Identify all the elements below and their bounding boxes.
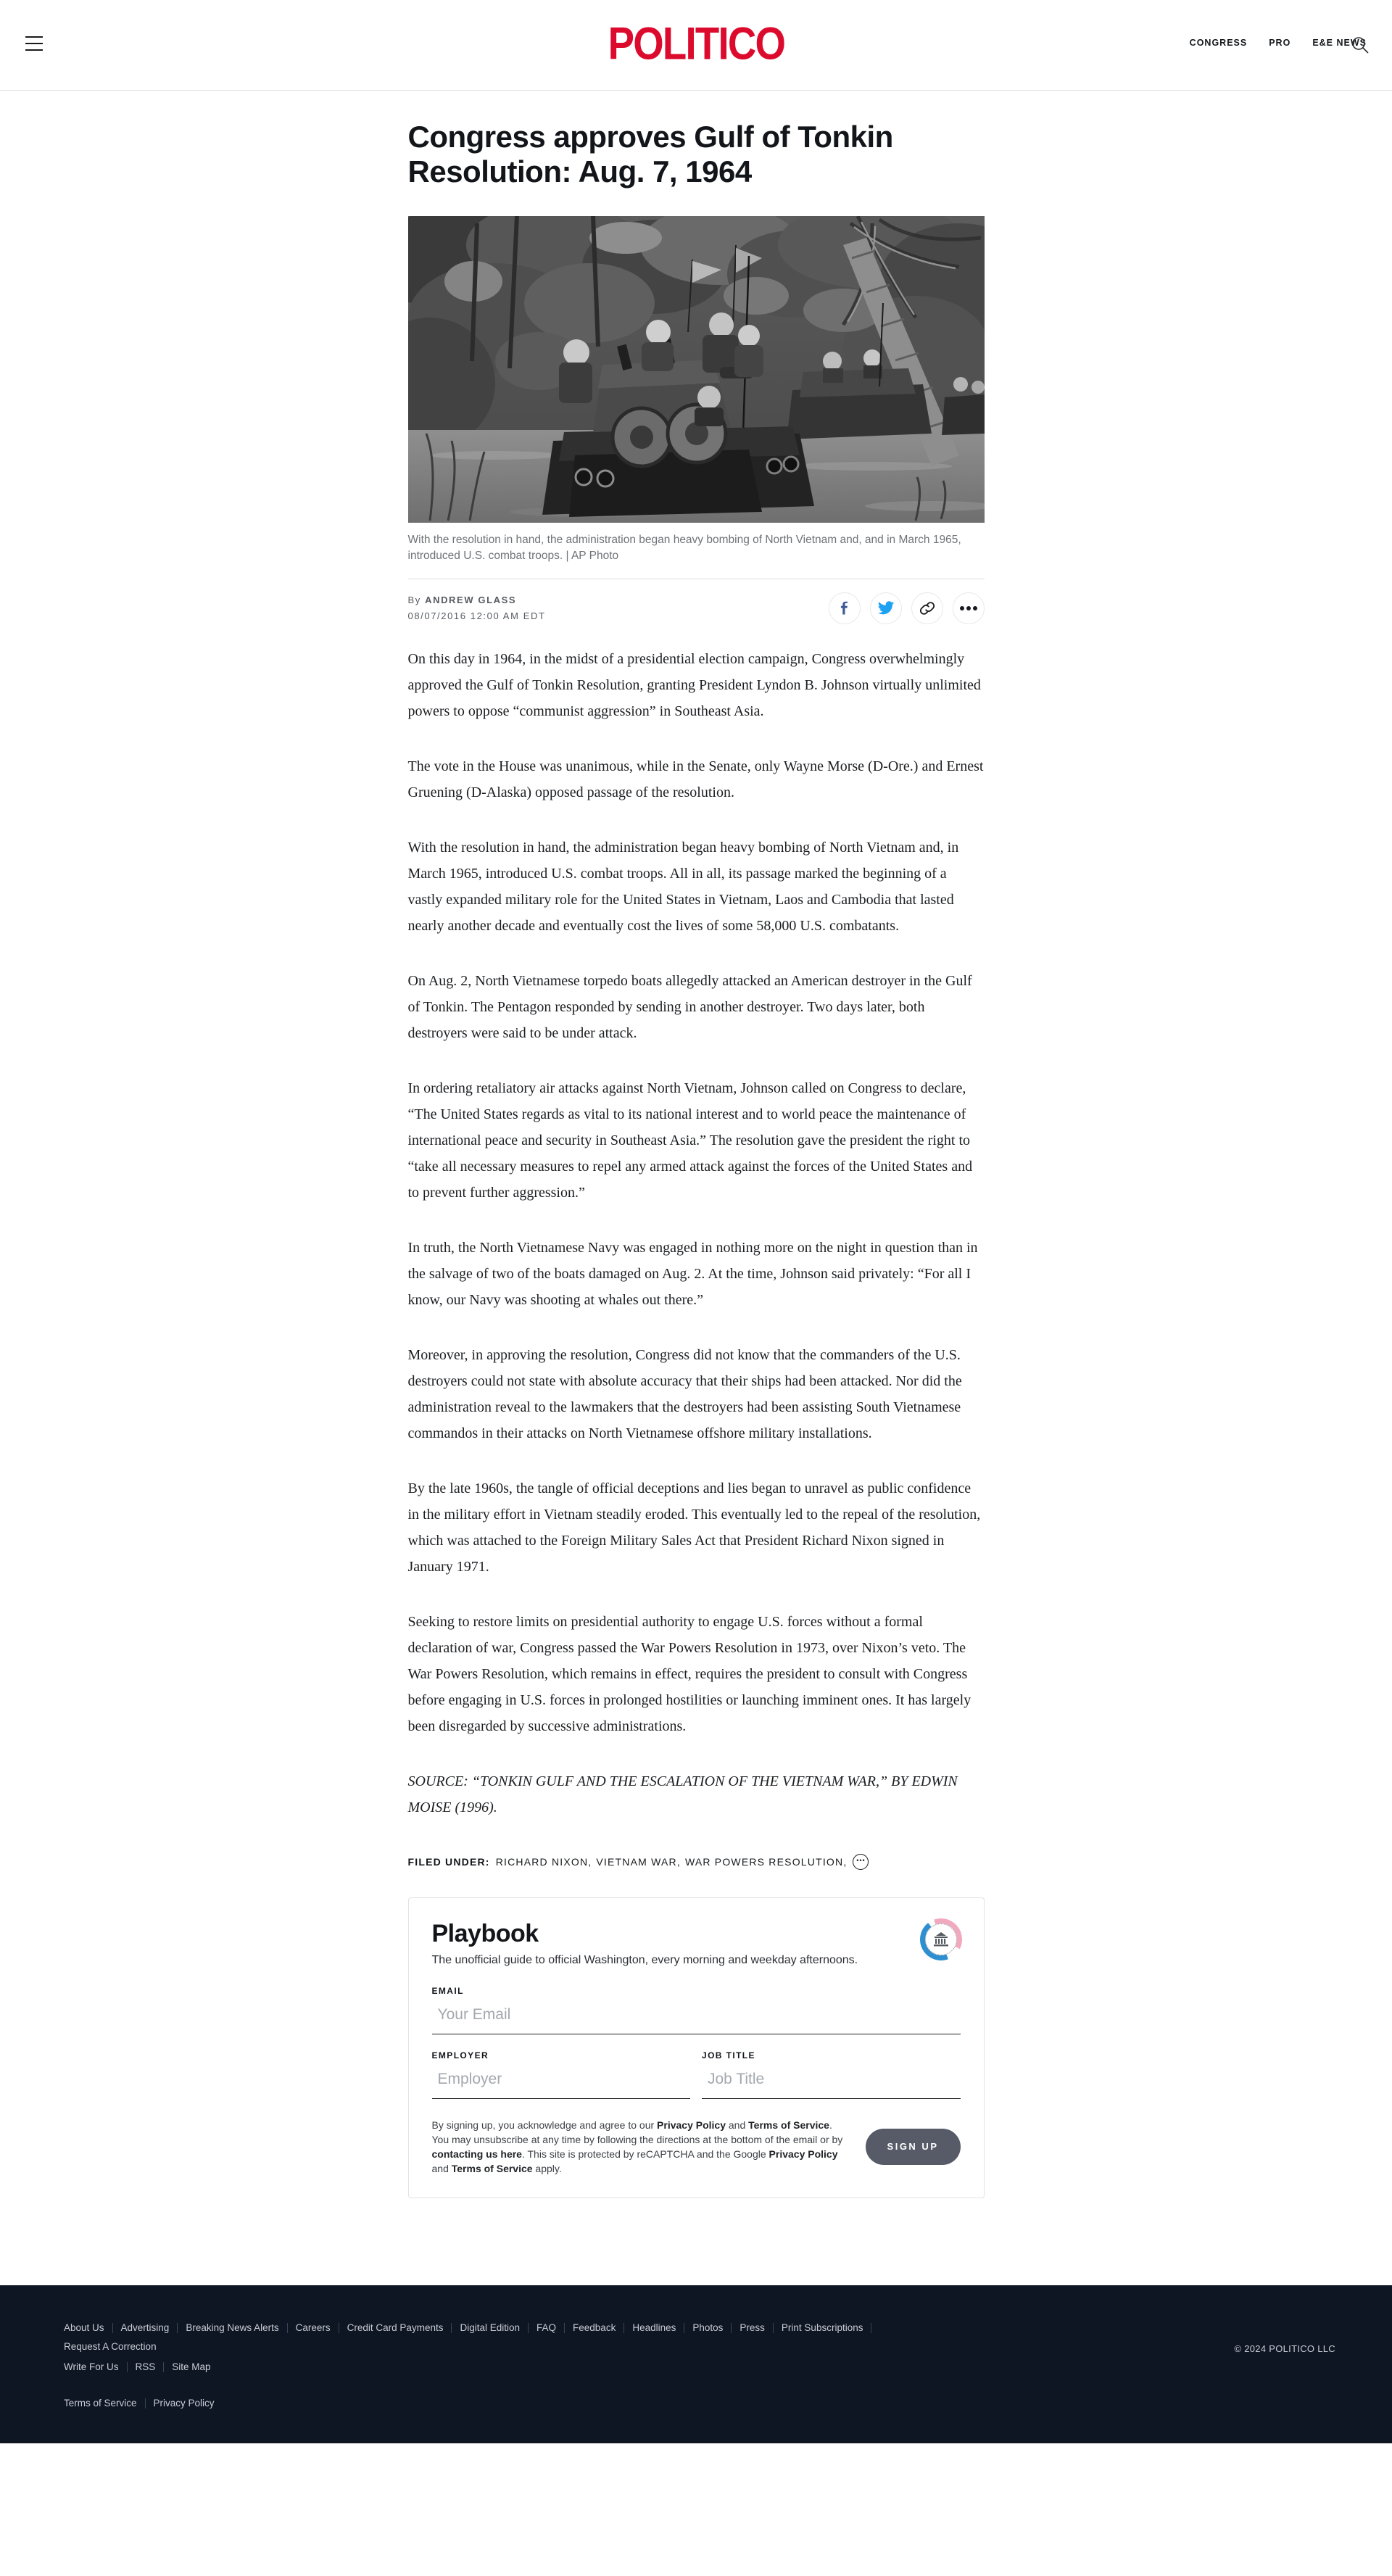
email-field[interactable] <box>432 1996 961 2034</box>
footer-link[interactable]: RSS <box>135 2361 156 2372</box>
footer-link[interactable]: Advertising <box>120 2322 170 2333</box>
footer-link[interactable]: Feedback <box>573 2322 616 2333</box>
footer-link-item <box>740 2319 782 2337</box>
article-paragraph: On Aug. 2, North Vietnamese torpedo boats allegedly attacked an American destroyer in the Gulf of Tonkin. The Pentagon responded by sending in another destroyer. Two days later, both destroyers were said to be under attack. <box>407 972 972 1041</box>
article-column <box>408 91 985 2198</box>
byline <box>408 592 546 624</box>
site-footer <box>0 2285 1392 2443</box>
tag-link[interactable]: RICHARD NIXON , <box>496 1856 592 1868</box>
footer-link[interactable]: About Us <box>64 2322 104 2333</box>
article-paragraph: The vote in the House was unanimous, while in the Senate, only Wayne Morse (D-Ore.) and Ernest Gruening (D-Alaska) opposed passage of the resolution. <box>407 758 984 800</box>
footer-link-item <box>296 2319 347 2337</box>
footer-link[interactable]: Press <box>740 2322 765 2333</box>
filed-under-label: FILED UNDER: <box>407 1855 490 1868</box>
article-timestamp: 08/07/2016 12:00 AM EDT <box>407 610 546 621</box>
header-nav <box>1190 38 1367 48</box>
politico-logo-text: POLITICO <box>608 18 784 70</box>
article-paragraph: Moreover, in approving the resolution, Congress did not know that the commanders of the U.S. destroyers could not state with absolute accuracy that their ships had been attacked. Nor did the administration reveal to the lawmakers that the destroyers had been assisting South Vietnamese commandos in their attacks on North Vietnamese offshore military installations. <box>407 1346 962 1441</box>
footer-link-item <box>632 2319 692 2337</box>
footer-links-row2 <box>64 2358 919 2377</box>
link-icon <box>919 600 935 616</box>
twitter-icon <box>877 601 895 616</box>
playbook-signup-card <box>408 1897 985 2198</box>
tag-link[interactable]: WAR POWERS RESOLUTION , <box>685 1856 847 1868</box>
footer-link[interactable]: Credit Card Payments <box>347 2322 444 2333</box>
signup-legal-text: By signing up, you acknowledge and agree to our Privacy Policy and Terms of Service. You may unsubscribe at any time by following the directions at the bottom of the email or by contacting us here. This site is protected by reCAPTCHA and the Google Privacy Policy and Terms of Service apply. <box>431 2119 843 2174</box>
photo-caption: With the resolution in hand, the administration began heavy bombing of North Vietnam and, and in March 1965, introduced U.S. combat troops. | AP Photo <box>407 533 961 562</box>
footer-link-item <box>692 2319 740 2337</box>
footer-link-item <box>186 2319 295 2337</box>
footer-link-item <box>64 2337 157 2356</box>
footer-link-item <box>536 2319 573 2337</box>
article-paragraph: Seeking to restore limits on presidential authority to engage U.S. forces without a formal declaration of war, Congress passed the War Powers Resolution in 1973, over Nixon’s veto. The War Powers Resolution, which remains in effect, requires the president to consult with Congress before engaging in U.S. forces in prolonged hostilities or launching imminent ones. It has largely been disregarded by successive administrations. <box>407 1613 972 1734</box>
footer-legal-link[interactable]: Terms of Service <box>64 2397 137 2409</box>
lead-photo <box>408 216 985 523</box>
footer-link-item <box>154 2394 215 2413</box>
share-buttons <box>829 592 985 624</box>
twitter-share-button[interactable] <box>870 592 902 624</box>
google-privacy-policy-link[interactable]: Privacy Policy <box>768 2148 838 2160</box>
footer-link-item <box>64 2358 136 2377</box>
facebook-icon <box>837 600 853 616</box>
playbook-logo <box>920 1918 962 1960</box>
footer-link[interactable]: Print Subscriptions <box>781 2322 863 2333</box>
job-title-field[interactable] <box>702 2061 961 2099</box>
footer-link[interactable]: FAQ <box>536 2322 557 2333</box>
filed-under-tags <box>496 1856 852 1868</box>
tag-link[interactable]: VIETNAM WAR , <box>596 1856 681 1868</box>
footer-link-item <box>136 2358 173 2377</box>
footer-link-item <box>172 2358 210 2377</box>
article-paragraph: On this day in 1964, in the midst of a presidential election campaign, Congress overwhelmingly approved the Gulf of Tonkin Resolution, granting President Lyndon B. Johnson virtually unlimited powers to oppose “communist aggression” in Southeast Asia. <box>407 650 981 719</box>
google-terms-link[interactable]: Terms of Service <box>451 2162 533 2174</box>
footer-link[interactable]: Careers <box>295 2322 331 2333</box>
footer-link[interactable]: Site Map <box>172 2361 211 2372</box>
footer-link[interactable]: Photos <box>692 2322 724 2333</box>
privacy-policy-link[interactable]: Privacy Policy <box>657 2119 726 2131</box>
source-note: SOURCE: “TONKIN GULF AND THE ESCALATION OF THE VIETNAM WAR,” BY EDWIN MOISE (1996). <box>407 1773 958 1815</box>
footer-link[interactable]: Request A Correction <box>64 2340 157 2352</box>
footer-link-item <box>347 2319 460 2337</box>
copy-link-button[interactable] <box>911 592 943 624</box>
header-nav-link[interactable]: PRO <box>1269 38 1291 48</box>
footer-link-item <box>64 2394 154 2413</box>
more-tags-icon[interactable]: ••• <box>853 1854 869 1870</box>
footer-link-item <box>573 2319 632 2337</box>
footer-link-item <box>460 2319 536 2337</box>
employer-label: EMPLOYER <box>431 2050 489 2061</box>
playbook-title: Playbook <box>431 1919 539 1947</box>
white-house-icon <box>932 1932 950 1947</box>
search-icon[interactable] <box>1350 35 1370 55</box>
article-paragraph: With the resolution in hand, the administration began heavy bombing of North Vietnam and, in March 1965, introduced U.S. combat troops. All in all, its passage marked the beginning of a vastly expanded military role for the United States in Vietnam, Laos and Cambodia that lasted nearly another decade and eventually cost the lives of some 58,000 U.S. combatants. <box>407 839 959 934</box>
footer-link-item <box>64 2319 121 2337</box>
terms-of-service-link[interactable]: Terms of Service <box>748 2119 829 2131</box>
job-title-label: JOB TITLE <box>702 2050 755 2061</box>
brand <box>0 18 1392 70</box>
article-paragraph: In truth, the North Vietnamese Navy was engaged in nothing more on the night in question than in the salvage of two of the boats damaged on Aug. 2. At the time, Johnson said privately: “For all I know, our Navy was shooting at whales out there.” <box>407 1239 978 1308</box>
site-header <box>0 0 1392 91</box>
footer-link[interactable]: Headlines <box>632 2322 676 2333</box>
page-title: Congress approves Gulf of Tonkin Resolution: Aug. 7, 1964 <box>407 120 893 189</box>
footer-link-item <box>782 2319 880 2337</box>
article-paragraph: In ordering retaliatory air attacks against North Vietnam, Johnson called on Congress to declare, “The United States regards as vital to its national interest and to world peace the maintenance of international peace and security in Southeast Asia.” The resolution gave the president the right to “take all necessary measures to repel any armed attack against the forces of the United States and to prevent further aggression.” <box>407 1080 973 1201</box>
byline-prefix: By <box>407 594 426 605</box>
article-paragraph: By the late 1960s, the tangle of official deceptions and lies began to unravel as public confidence in the military effort in Vietnam steadily eroded. This eventually led to the repeal of the resolution, which was attached to the Foreign Military Sales Act that President Richard Nixon signed in January 1971. <box>407 1480 981 1575</box>
facebook-share-button[interactable] <box>829 592 861 624</box>
employer-field[interactable] <box>432 2061 691 2099</box>
playbook-subtitle: The unofficial guide to official Washington, every morning and weekday afternoons. <box>431 1953 858 1966</box>
footer-link[interactable]: Write For Us <box>64 2361 119 2372</box>
article-body <box>408 646 985 1739</box>
header-nav-link[interactable]: E&E NEWS <box>1312 38 1367 48</box>
politico-logo[interactable] <box>596 18 797 70</box>
footer-link[interactable]: Breaking News Alerts <box>186 2322 279 2333</box>
footer-link-item <box>121 2319 186 2337</box>
spacer <box>0 2198 1392 2285</box>
contact-us-link[interactable]: contacting us here <box>431 2148 522 2160</box>
email-label: EMAIL <box>431 1985 464 1996</box>
footer-copyright: © 2024 POLITICO LLC <box>1234 2343 1335 2354</box>
author-link[interactable]: ANDREW GLASS <box>425 594 517 605</box>
filed-under <box>408 1854 985 1870</box>
footer-link[interactable]: Digital Edition <box>460 2322 521 2333</box>
ellipsis-icon <box>960 606 977 610</box>
more-share-button[interactable] <box>953 592 985 624</box>
footer-links-row1 <box>64 2319 919 2356</box>
header-nav-link[interactable]: CONGRESS <box>1189 38 1248 48</box>
sign-up-button[interactable]: SIGN UP <box>866 2129 961 2165</box>
footer-legal-link[interactable]: Privacy Policy <box>153 2397 215 2409</box>
footer-legal-links <box>64 2394 919 2413</box>
byline-row <box>408 592 985 624</box>
